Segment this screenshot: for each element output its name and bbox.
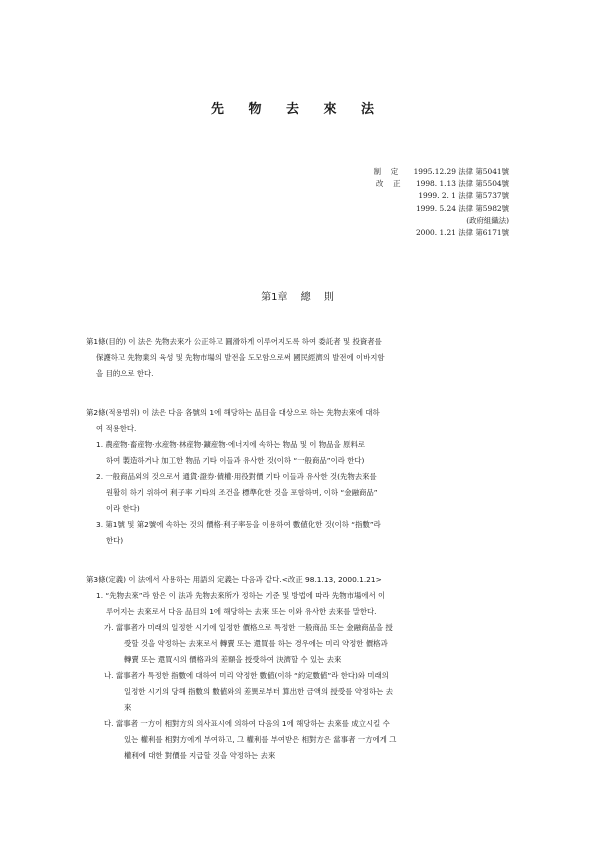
article-1: [86, 334, 516, 382]
sub-item: 나. 當事者가 특정한 指數에 대하여 미리 약정한 數値(이하 “約定數値”라 한다)와 미래의: [104, 671, 389, 680]
sub-item-line: 일정한 시기의 당해 指數의 數値와의 差異로부터 算出한 금액의 授受를 약정하는 去: [124, 687, 393, 696]
article-line: 여 적용한다.: [96, 424, 137, 433]
article-line: 을 目的으로 한다.: [96, 369, 154, 378]
history-text: 2000. 1.21 法律 第6171號: [415, 228, 509, 238]
list-item: 3. 第1號 및 第2號에 속하는 것의 價格·利子率등을 이용하여 數値化한 것(이하 “指數”라: [96, 520, 381, 529]
article-2: [86, 405, 516, 549]
article-3: [86, 572, 516, 764]
history-text: 1995.12.29 法律 第5041號: [413, 167, 509, 176]
history-row: [299, 166, 509, 178]
history-text: 1999. 2. 1 法律 第5737號: [418, 191, 509, 201]
list-item-line: 루어지는 去來로서 다음 品目의 1에 해당하는 去來 또는 이와 유사한 去來를 말한다.: [106, 607, 377, 616]
chapter-heading: 第1章 總 則: [261, 292, 334, 303]
history-text: 1999. 5.24 法律 第5982號: [415, 203, 509, 213]
article-line: 保護하고 先物業의 육성 및 先物市場의 발전을 도모함으로써 國民經濟의 발전에 이바지함: [96, 353, 385, 362]
history-row: [299, 227, 509, 239]
sub-item-line: 受할 것을 약정하는 去來로서 轉賣 또는 還買를 하는 경우에는 미리 약정한 價格과: [124, 639, 388, 648]
list-item: 2. 一般商品외의 것으로서 通貨·證券·債權·用役對價 기타 이들과 유사한 것(先物去來를: [96, 472, 377, 481]
list-item: 1. “先物去來”라 함은 이 法과 先物去來所가 정하는 기준 및 방법에 따라 先物市場에서 이: [96, 591, 386, 600]
sub-item-line: 來: [124, 703, 132, 712]
article-line: 第1條(目的) 이 法은 先物去來가 公正하고 圓滑하게 이루어지도록 하여 委託者 및 投資者를: [86, 337, 382, 346]
history-row: [299, 215, 509, 227]
article-line: 第2條(적용범위) 이 法은 다음 各號의 1에 해당하는 品目을 대상으로 하는 先物去來에 대하: [86, 408, 380, 417]
sub-item: 가. 當事者가 미래의 일정한 시기에 일정한 價格으로 특정한 一般商品 또는 金融商品을 授: [104, 623, 393, 632]
history-row: [299, 203, 509, 215]
history-text: (政府組織法): [466, 215, 509, 225]
history-row: [299, 178, 509, 190]
sub-item-line: 權利에 대한 對價를 지급할 것을 약정하는 去來: [124, 751, 276, 760]
list-item-line: 한다): [106, 536, 124, 545]
history-row: [299, 190, 509, 202]
list-item-line: 이라 한다): [106, 504, 140, 513]
sub-item-line: 있는 權利를 相對方에게 부여하고, 그 權利를 부여받은 相對方은 當事者 一方에게 그: [124, 735, 397, 744]
sub-item: 다. 當事者 一方이 相對方의 의사표시에 의하여 다음의 1에 해당하는 去來를 成立시킬 수: [104, 719, 390, 728]
list-item-line: 하여 製造하거나 加工한 物品 기타 이들과 유사한 것(이하 “一般商品”이라 한다): [106, 456, 365, 465]
list-item: 1. 農産物·畜産物·水産物·林産物·鑛産物·에너지에 속하는 物品 및 이 物品을 原料로: [96, 440, 365, 449]
list-item-line: 원활히 하기 위하여 利子率 기타의 조건을 標準化한 것을 포함하며, 이하 “金融商品”: [106, 488, 378, 497]
amendment-history: [299, 166, 509, 239]
history-text: 1998. 1.13 法律 第5504號: [415, 179, 509, 189]
sub-item-line: 轉賣 또는 還買시의 價格과의 差額을 授受하여 決濟할 수 있는 去來: [124, 655, 342, 664]
law-body: [86, 334, 516, 787]
history-label: 制 定: [373, 167, 399, 176]
article-line: 第3條(定義) 이 法에서 사용하는 用語의 定義는 다음과 같다.<改正 98.1.13, 2000.1.21>: [86, 575, 382, 584]
law-title: 先 物 去 來 法: [210, 102, 385, 117]
history-label: 改 正: [375, 179, 401, 189]
